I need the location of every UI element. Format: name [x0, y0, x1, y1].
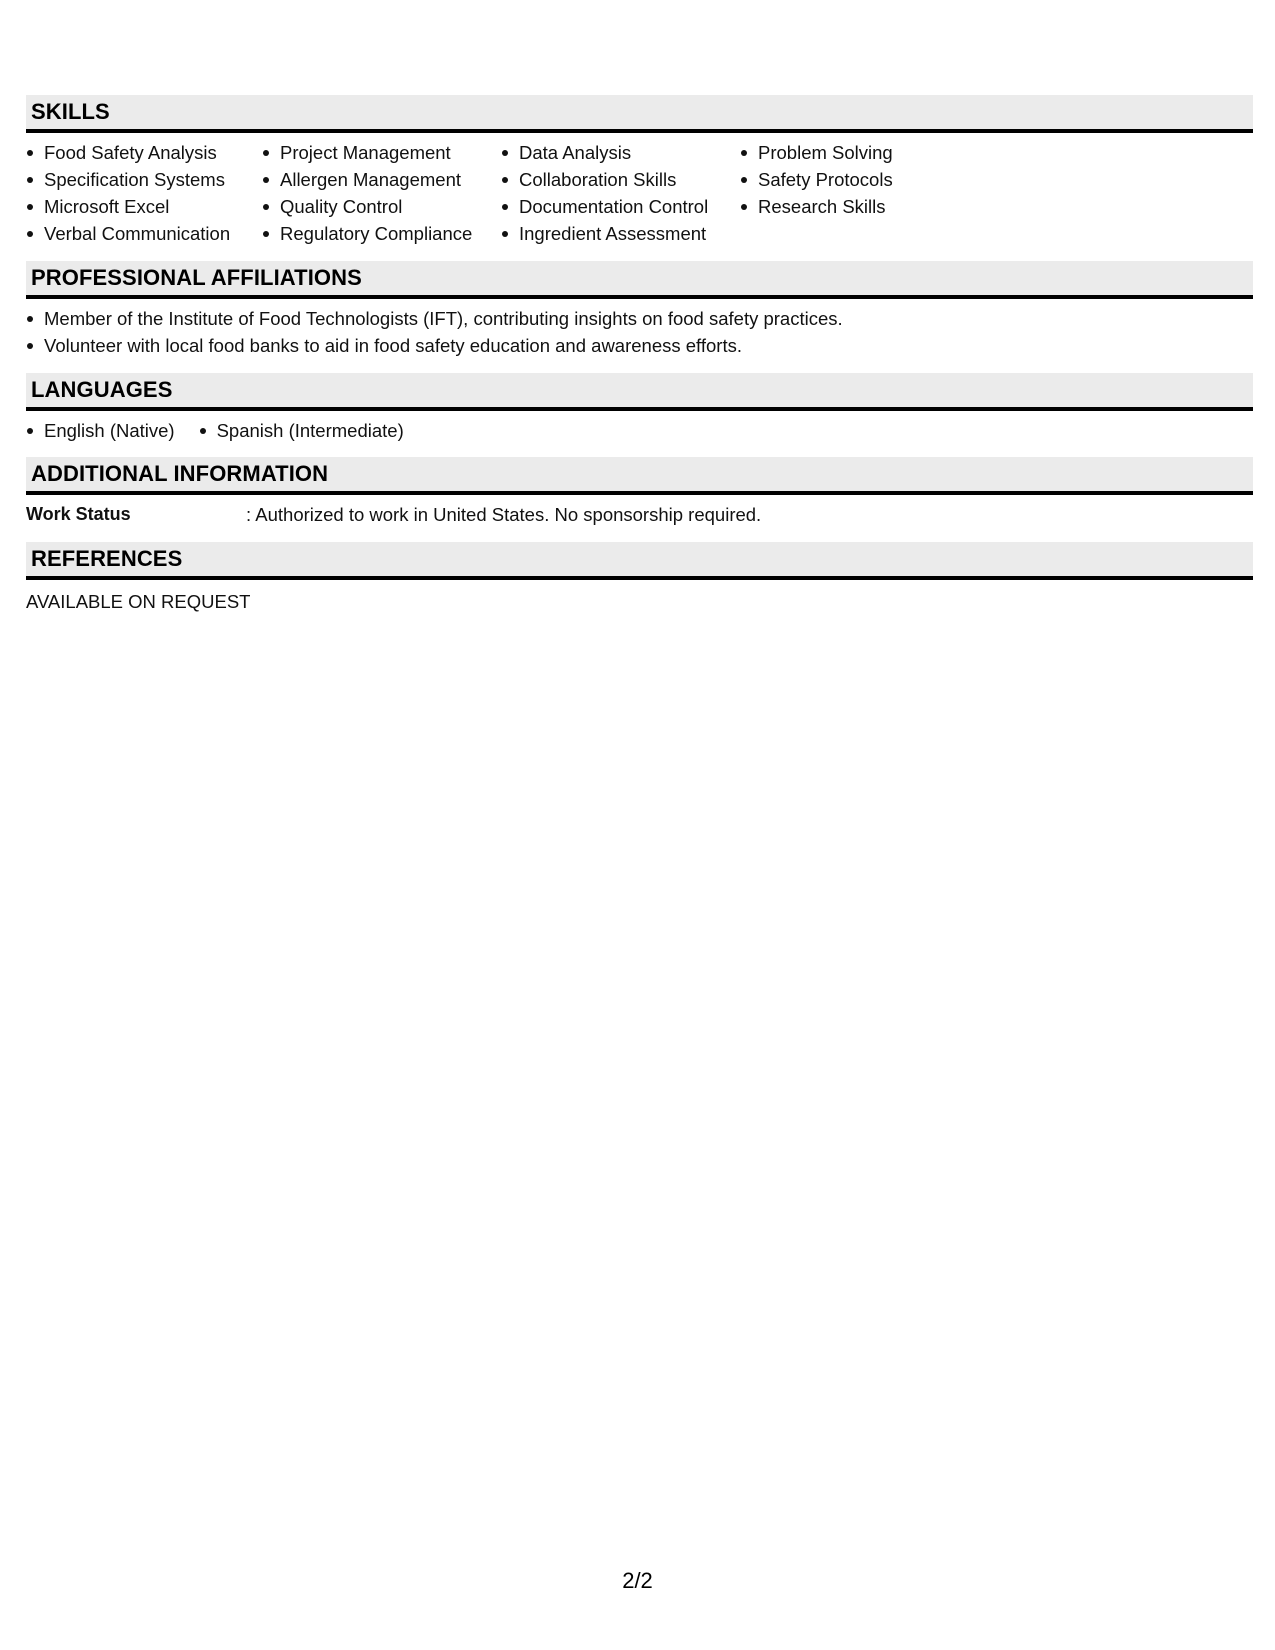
skill-item: Research Skills	[740, 193, 980, 220]
skill-item: Microsoft Excel	[26, 193, 262, 220]
language-item: Spanish (Intermediate)	[199, 417, 404, 444]
skill-item: Problem Solving	[740, 139, 980, 166]
additional-info-header	[26, 457, 1253, 495]
skill-item: Documentation Control	[501, 193, 740, 220]
skill-item: Specification Systems	[26, 166, 262, 193]
references-header	[26, 542, 1253, 580]
skills-title: SKILLS	[31, 99, 110, 124]
skill-item: Regulatory Compliance	[262, 220, 501, 247]
skill-item: Data Analysis	[501, 139, 740, 166]
skill-item: Collaboration Skills	[501, 166, 740, 193]
affiliations-section	[26, 261, 1253, 373]
skill-item: Quality Control	[262, 193, 501, 220]
skills-column-2	[262, 139, 501, 247]
skills-column-3	[501, 139, 740, 247]
language-item: English (Native)	[26, 417, 175, 444]
skill-item: Food Safety Analysis	[26, 139, 262, 166]
additional-info-title: ADDITIONAL INFORMATION	[31, 461, 329, 486]
languages-header	[26, 373, 1253, 411]
additional-info-section	[26, 457, 1253, 542]
references-text: AVAILABLE ON REQUEST	[26, 591, 251, 612]
languages-section	[26, 373, 1253, 457]
skills-column-1	[26, 139, 262, 247]
skills-header	[26, 95, 1253, 133]
affiliation-item: Volunteer with local food banks to aid in food safety education and awareness efforts.	[26, 332, 1253, 359]
skills-section	[26, 95, 1253, 261]
skill-item: Safety Protocols	[740, 166, 980, 193]
page-number: 2/2	[622, 1568, 653, 1593]
skill-item: Project Management	[262, 139, 501, 166]
languages-title: LANGUAGES	[31, 377, 173, 402]
affiliations-list	[26, 299, 1253, 373]
skills-column-4	[740, 139, 980, 247]
work-status-row	[26, 495, 1253, 542]
skill-item: Ingredient Assessment	[501, 220, 740, 247]
skill-item: Verbal Communication	[26, 220, 262, 247]
affiliations-title: PROFESSIONAL AFFILIATIONS	[31, 265, 362, 290]
skills-grid	[26, 133, 1253, 261]
work-status-value: : Authorized to work in United States. No sponsorship required.	[246, 504, 762, 525]
languages-list	[26, 411, 1253, 457]
resume-page	[26, 95, 1253, 615]
affiliations-header	[26, 261, 1253, 299]
work-status-label: Work Status	[26, 504, 131, 524]
references-title: REFERENCES	[31, 546, 183, 571]
references-section	[26, 542, 1253, 615]
affiliation-item: Member of the Institute of Food Technologists (IFT), contributing insights on food safety practices.	[26, 305, 1253, 332]
skill-item: Allergen Management	[262, 166, 501, 193]
